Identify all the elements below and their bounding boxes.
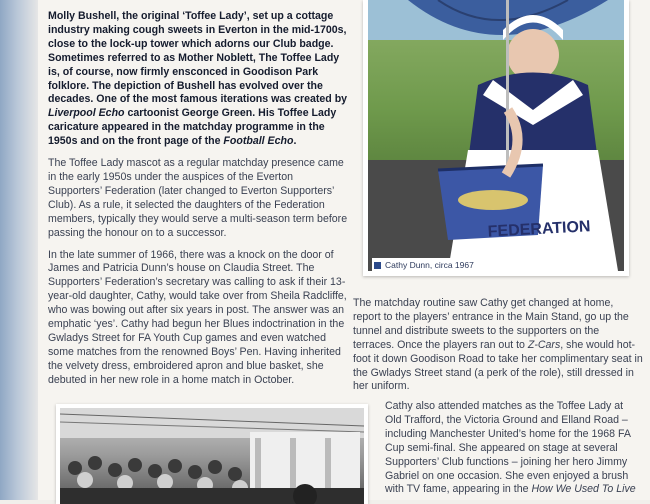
away-text-1: Cathy also attended matches as the Toffee Lady at Old Trafford, the Victoria Ground and Elland Road – including Manchester United’s home for the 1968 FA Cup semi-final. She appeared on stage at several Supporters’ Club functions – joining her hero Jimmy Gabriel on one occasion. She even enjoyed a brush with TV fame, appearing in the bbox=[385, 400, 631, 496]
photo-illustration bbox=[368, 0, 624, 271]
lead-text-3: . bbox=[293, 135, 297, 148]
photo-cathy-dunn-image bbox=[368, 0, 624, 271]
crowd-illustration bbox=[60, 408, 364, 504]
article-left-column bbox=[48, 10, 348, 396]
routine-text-2: , she would hot-foot it down Goodison Road to take her complimentary seat in the Gwladys Street stand (a perk of the role), still dressed in her uniform. bbox=[353, 338, 643, 393]
photo-cathy-dunn bbox=[363, 0, 629, 276]
photo-crowd bbox=[56, 404, 368, 504]
body-paragraph-routine bbox=[353, 297, 643, 394]
lead-text-1: Molly Bushell, the original ‘Toffee Lady’, set up a cottage industry making cough sweets in Everton in the mid-1700s, close to the lock-up tower which adorns our Club badge. Sometimes referred to as Mother Noblett, The Toffee Lady is, of course, now firmly ensconced in Goodison Park folklore. The depiction of Bushell has evolved over the decades. One of the most famous iterations was created by bbox=[48, 10, 348, 106]
caption-square-icon bbox=[374, 262, 381, 269]
page-edge-band bbox=[0, 0, 38, 500]
routine-italic-zcars: Z-Cars bbox=[527, 338, 561, 351]
away-italic-tv-show: How We Used To Live bbox=[531, 483, 636, 496]
routine-text-1: The matchday routine saw Cathy get changed at home, report to the players’ entrance in the Main Stand, go up the tunnel and distribute sweets to the supporters on the terraces. Once the players ran out to bbox=[353, 297, 629, 351]
lead-italic-liverpool-echo: Liverpool Echo bbox=[48, 107, 125, 120]
photo-caption bbox=[372, 258, 478, 272]
apron-embroidered-text: FEDERATION bbox=[487, 218, 591, 241]
article-right-column-bottom bbox=[385, 400, 640, 497]
photo-caption-text: Cathy Dunn, circa 1967 bbox=[385, 260, 474, 270]
photo-crowd-image bbox=[60, 408, 364, 504]
body-paragraph-1966: In the late summer of 1966, there was a knock on the door of James and Patricia Dunn’s house on Claudia Street. The Supporters’ Federation’s secretary was calling to ask if their 13-year-old daughter, Cathy, would take over from Sheila Radcliffe, who was bowing out after six years in post. The answer was an emphatic ‘yes’. Cathy had begun her Blues indoctrination in the Gwladys Street for FA Youth Cup games and even watched some matches from the renowned Boys’ Pen. Having inherited the velvety dress, embroidered apron and blue basket, she debuted in her new role in a home match in October. bbox=[48, 248, 347, 386]
article-right-column-top bbox=[353, 297, 643, 394]
lead-italic-football-echo: Football Echo bbox=[223, 135, 294, 148]
body-paragraph-away-matches bbox=[385, 400, 640, 497]
lead-text-2: cartoonist George Green. His Toffee Lady caricature appeared in the matchday programme in the 1950s and on the front page of the bbox=[48, 107, 337, 148]
lead-paragraph bbox=[48, 10, 348, 149]
body-paragraph-mascot: The Toffee Lady mascot as a regular matchday presence came in the early 1950s under the auspices of the Everton Supporters’ Federation (later changed to Everton Supporters’ Club). As a rule, it selected the daughters of the Federation members, typically they would serve a multi-season term before passing the honour on to a successor. bbox=[48, 157, 348, 239]
